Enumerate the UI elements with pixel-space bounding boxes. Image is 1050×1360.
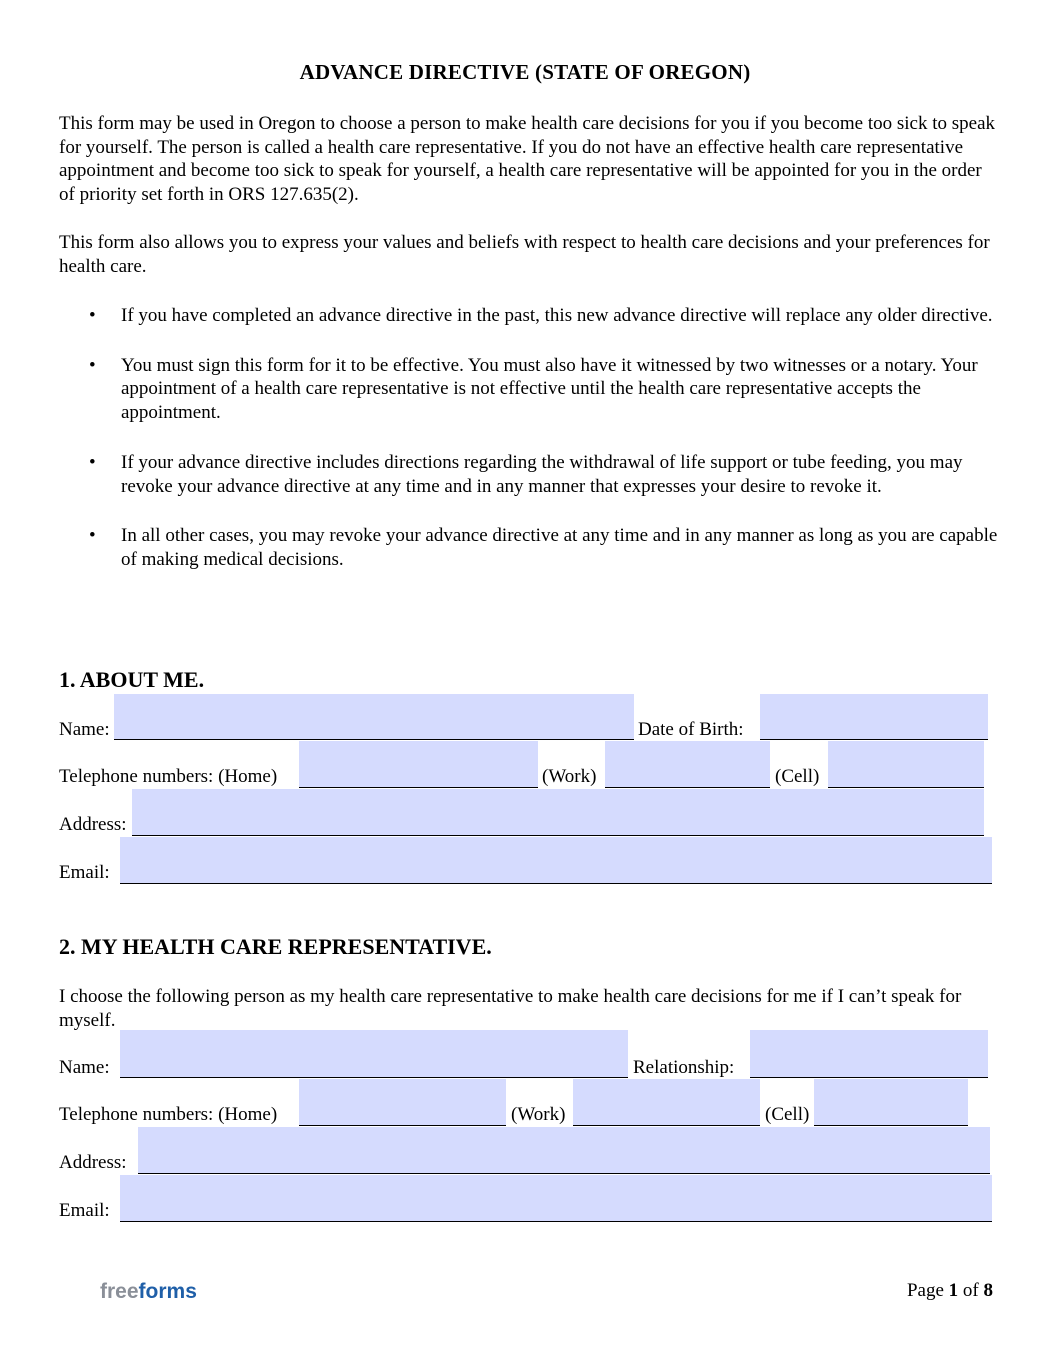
rep-address-label: Address: <box>59 1152 127 1173</box>
rep-work-phone-field[interactable] <box>573 1079 760 1126</box>
rep-email-field[interactable] <box>120 1175 992 1222</box>
section-heading-health-care-representative: 2. MY HEALTH CARE REPRESENTATIVE. <box>59 934 492 959</box>
relationship-label: Relationship: <box>633 1057 735 1078</box>
address-label: Address: <box>59 814 127 835</box>
list-item <box>59 524 999 571</box>
list-item <box>59 304 999 328</box>
cell-label: (Cell) <box>775 766 820 787</box>
relationship-field[interactable] <box>750 1030 988 1078</box>
rep-email-label: Email: <box>59 1200 110 1221</box>
representative-intro: I choose the following person as my health care representative to make health care decisions for me if I can’t speak for myself. <box>59 986 962 1031</box>
bullet-text: If you have completed an advance directive in the past, this new advance directive will replace any older directive. <box>121 305 993 326</box>
list-item <box>59 451 999 498</box>
intro-paragraph-2: This form also allows you to express your values and beliefs with respect to health care decisions and your preferences for health care. <box>59 232 990 277</box>
intro-paragraph-1: This form may be used in Oregon to choose a person to make health care decisions for you if you become too sick to speak for yourself. The person is called a health care representative. If you do not have an effective health care representative appointment and become too sick to speak for yourself, a health care representative will be appointed for you in the order of priority set forth in ORS 127.635(2). <box>59 113 996 206</box>
email-field[interactable] <box>120 837 992 884</box>
instructions-list <box>59 304 999 598</box>
section-heading-about-me: 1. ABOUT ME. <box>59 667 205 692</box>
bullet-icon: • <box>89 451 96 473</box>
dob-label: Date of Birth: <box>638 719 744 740</box>
rep-cell-phone-field[interactable] <box>814 1079 968 1126</box>
bullet-text: In all other cases, you may revoke your advance directive at any time and in any manner as long as you are capable of making medical decisions. <box>121 525 998 570</box>
list-item <box>59 354 999 425</box>
home-phone-field[interactable] <box>299 741 538 788</box>
work-label: (Work) <box>542 766 597 787</box>
bullet-icon: • <box>89 354 96 376</box>
bullet-icon: • <box>89 525 96 547</box>
freeforms-logo: freeforms <box>100 1280 197 1303</box>
document-title: ADVANCE DIRECTIVE (STATE OF OREGON) <box>299 60 751 84</box>
name-label: Name: <box>59 719 110 740</box>
rep-telephone-label: Telephone numbers: (Home) <box>59 1104 278 1125</box>
bullet-text: You must sign this form for it to be effective. You must also have it witnessed by two witnesses or a notary. Your appointment of a health care representative is not effective until the health care representative accepts the appointment. <box>121 354 978 424</box>
date-of-birth-field[interactable] <box>760 694 988 740</box>
email-label: Email: <box>59 862 110 883</box>
rep-name-label: Name: <box>59 1057 110 1078</box>
bullet-text: If your advance directive includes directions regarding the withdrawal of life support or tube feeding, you may revoke your advance directive at any time and in any manner that expresses your desire to revoke it. <box>121 451 963 497</box>
work-phone-field[interactable] <box>605 741 770 788</box>
rep-work-label: (Work) <box>511 1104 566 1125</box>
cell-phone-field[interactable] <box>828 741 984 788</box>
telephone-label: Telephone numbers: (Home) <box>59 766 278 787</box>
rep-cell-label: (Cell) <box>765 1104 810 1125</box>
rep-name-field[interactable] <box>120 1030 628 1078</box>
name-field[interactable] <box>114 694 634 740</box>
page-number: Page 1 of 8 <box>906 1280 993 1301</box>
address-field[interactable] <box>132 789 984 836</box>
bullet-icon: • <box>89 305 96 326</box>
rep-address-field[interactable] <box>138 1127 990 1174</box>
rep-home-phone-field[interactable] <box>299 1079 506 1126</box>
